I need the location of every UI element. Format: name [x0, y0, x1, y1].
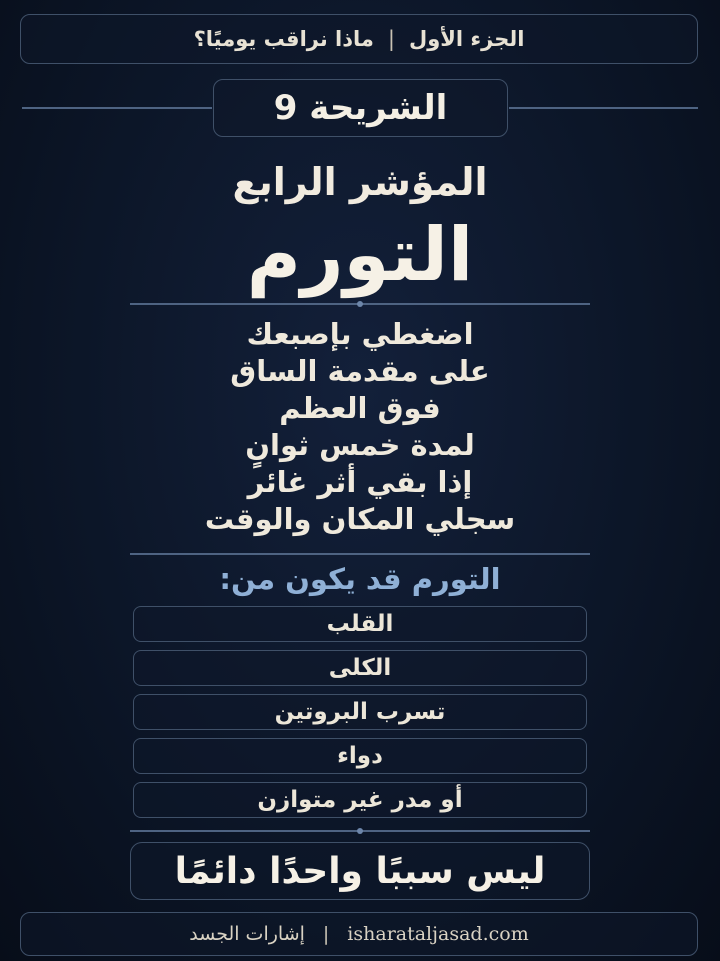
cause-label: تسرب البروتين: [274, 699, 446, 725]
footer-bar: [20, 912, 698, 956]
instructions-divider: [130, 553, 590, 555]
slide-number-box: [213, 79, 508, 137]
conclusion-box: [130, 842, 590, 900]
instruction-line: لمدة خمس ثوانٍ: [245, 428, 475, 462]
page-title: التورم: [246, 212, 474, 298]
slide-number: الشريحة 9: [273, 88, 448, 128]
header-separator: |: [387, 27, 395, 51]
instruction-line: إذا بقي أثر غائر: [247, 465, 473, 499]
indicator-subtitle: المؤشر الرابع: [232, 160, 488, 204]
instruction-line: اضغطي بإصبعك: [246, 317, 474, 351]
cause-label: القلب: [326, 611, 394, 637]
cause-label: دواء: [337, 743, 383, 769]
conclusion-text: ليس سببًا واحدًا دائمًا: [174, 850, 546, 892]
cause-label: أو مدر غير متوازن: [257, 787, 463, 813]
causes-divider-dot: [357, 828, 363, 834]
causes-heading: التورم قد يكون من:: [219, 562, 501, 596]
title-divider-dot: [357, 301, 363, 307]
instruction-line: على مقدمة الساق: [230, 354, 490, 388]
divider-left: [22, 107, 212, 109]
cause-item: [133, 738, 587, 774]
divider-right: [509, 107, 698, 109]
cause-item: [133, 694, 587, 730]
footer-separator: |: [322, 923, 330, 945]
cause-label: الكلى: [328, 655, 392, 681]
header-topic: ماذا نراقب يوميًا؟: [193, 27, 374, 51]
footer-url[interactable]: isharataljasad.com: [347, 923, 529, 945]
cause-item: [133, 782, 587, 818]
instruction-line: فوق العظم: [279, 391, 441, 425]
footer-brand: إشارات الجسد: [189, 923, 305, 945]
cause-item: [133, 606, 587, 642]
instruction-line: سجلي المكان والوقت: [204, 502, 516, 536]
header-bar: [20, 14, 698, 64]
part-label: الجزء الأول: [408, 27, 525, 51]
instructions-list: [0, 316, 720, 538]
cause-item: [133, 650, 587, 686]
